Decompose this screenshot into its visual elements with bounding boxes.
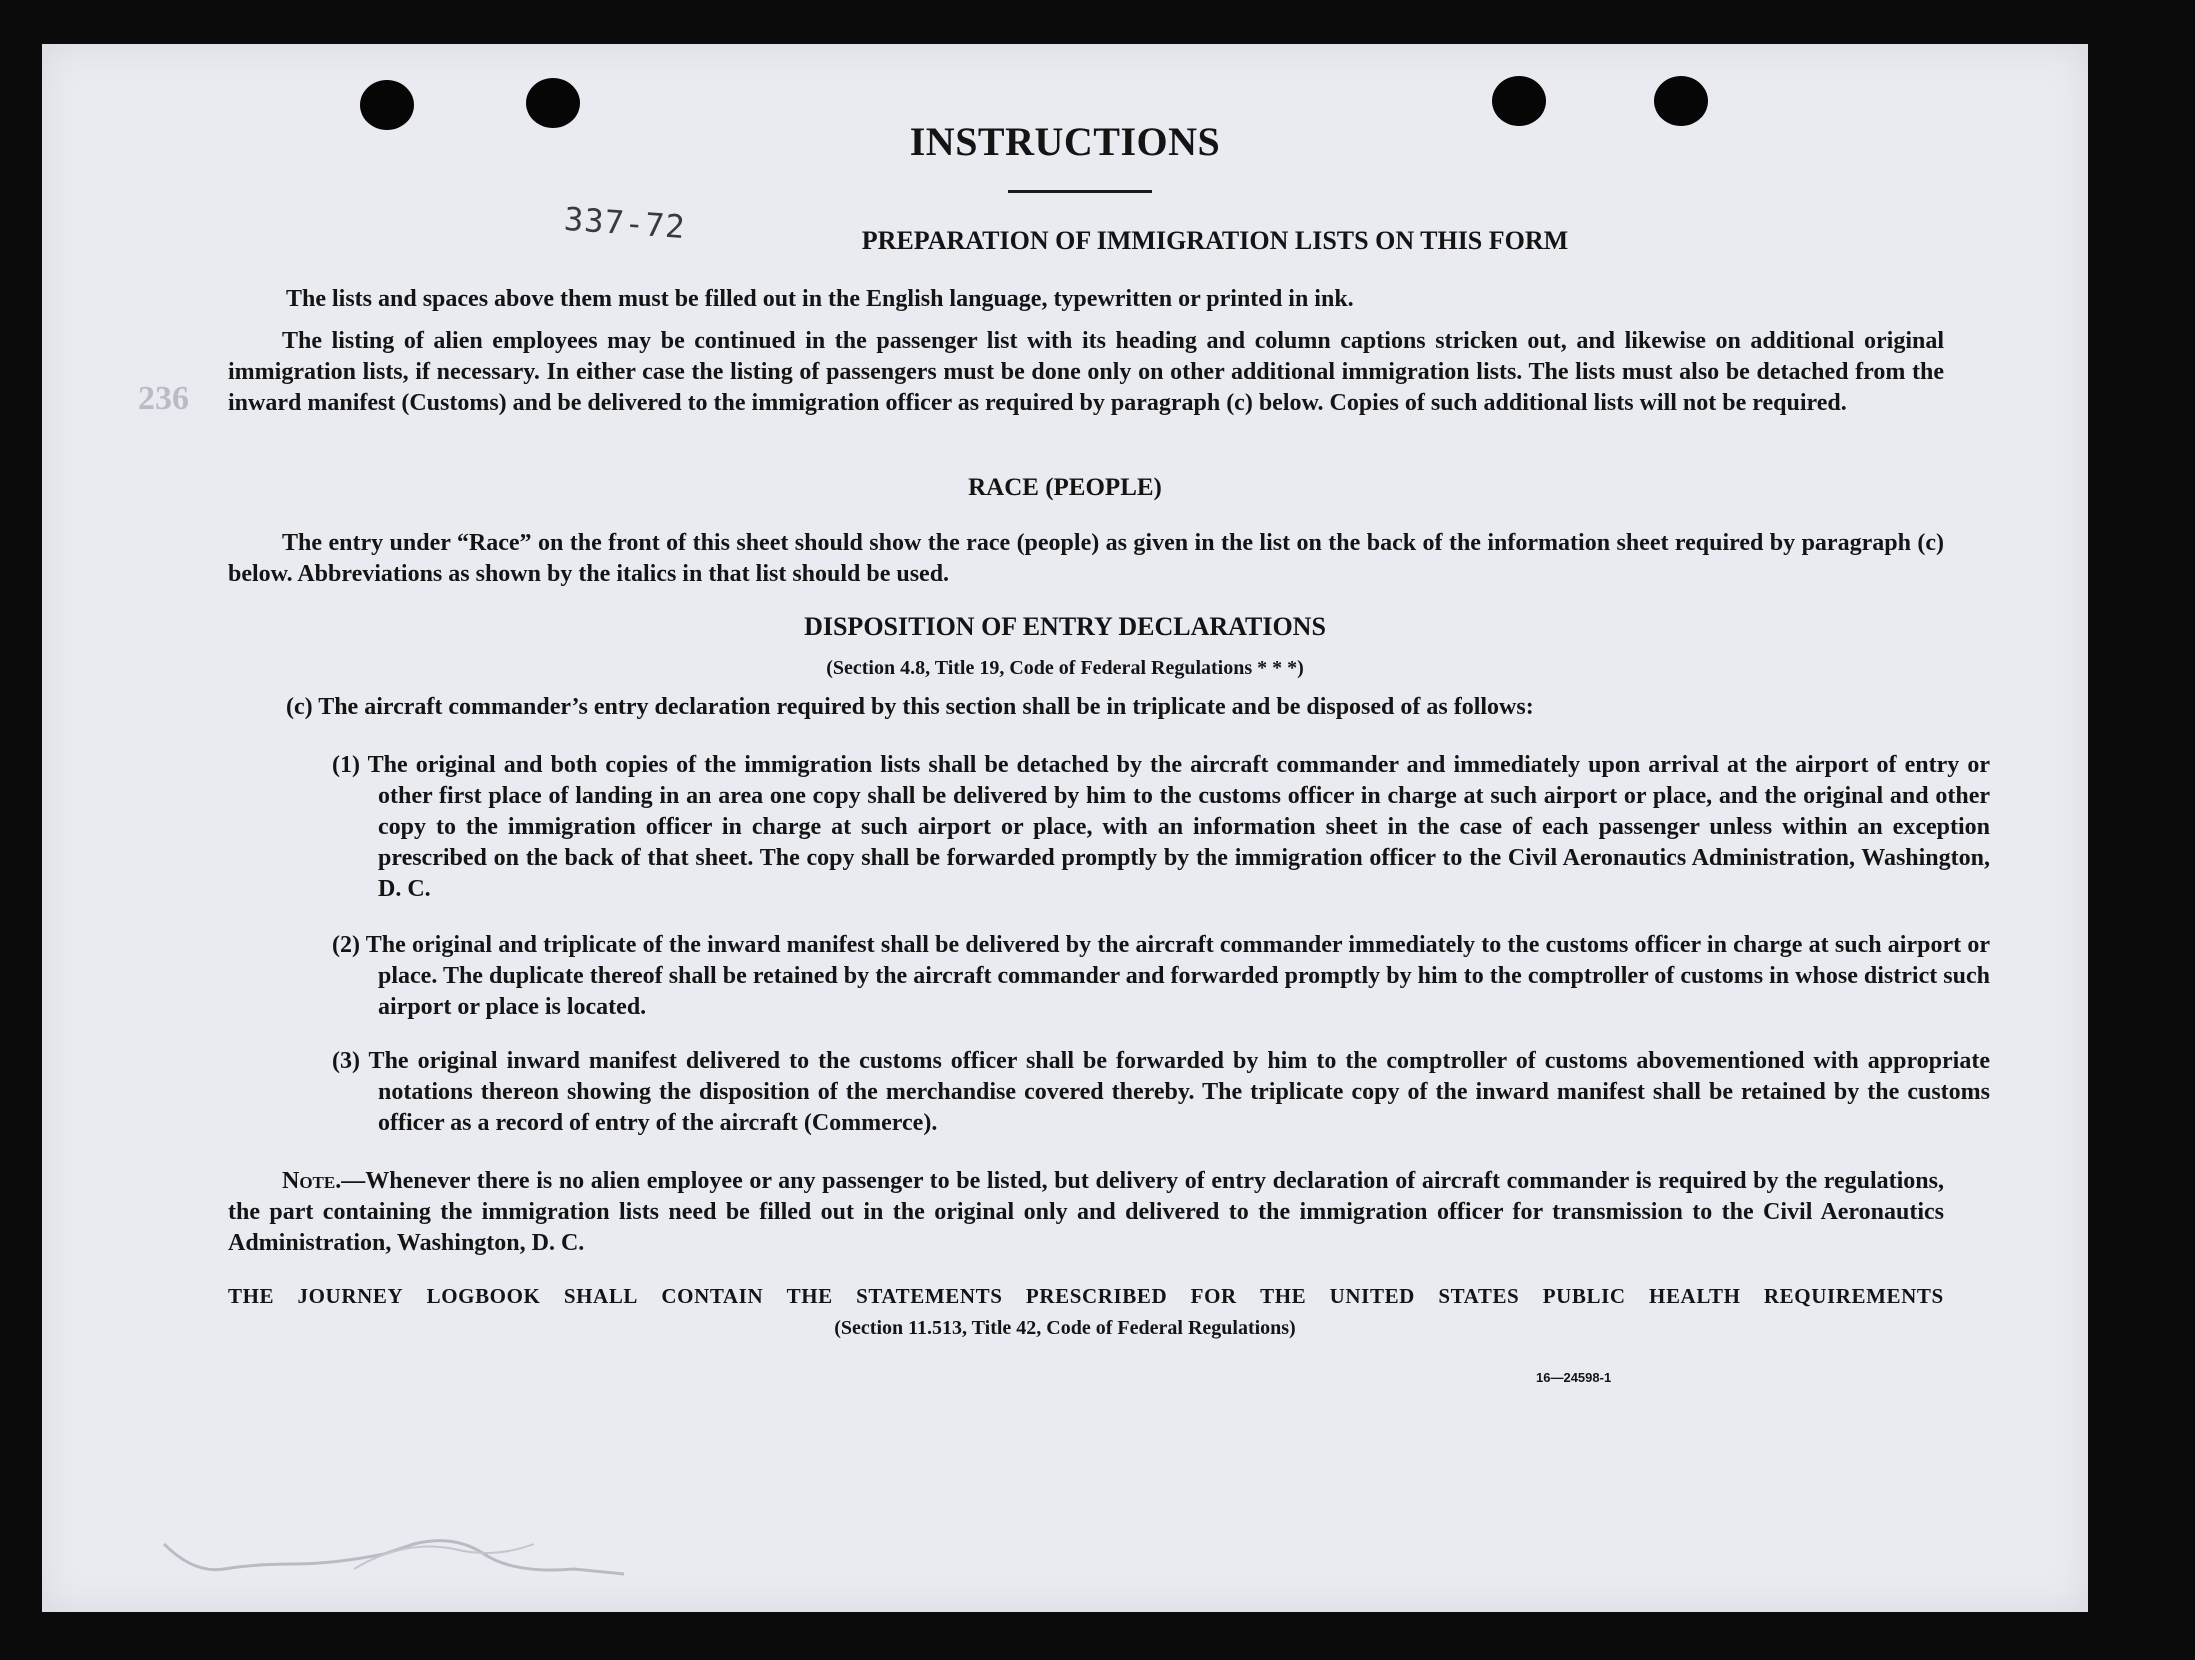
document-sheet xyxy=(42,44,2088,1612)
disposition-item-1: (1) The original and both copies of the immigration lists shall be detached by the aircraft commander and immediately upon arrival at the airport of entry or other first place of landing in an area one copy shall be delivered by him to the customs officer in charge at such airport or place, and the original and other copy to the immigration officer in charge at such airport or place, with an information sheet in the case of each passenger unless within an exception prescribed on the back of that sheet. The copy shall be forwarded promptly by the immigration officer to the Civil Aeronautics Administration, Washington, D. C. xyxy=(332,752,1990,902)
section-title-disposition: DISPOSITION OF ENTRY DECLARATIONS xyxy=(804,612,1326,641)
health-word: REQUIREMENTS xyxy=(1763,1284,1944,1308)
health-word: THE xyxy=(228,1284,275,1308)
disposition-intro: (c) The aircraft commander’s entry declaration required by this section shall be in triplicate and be disposed of as follows: xyxy=(286,694,1534,720)
health-word: SHALL xyxy=(563,1284,639,1308)
health-word: THE xyxy=(786,1284,833,1308)
health-word: CONTAIN xyxy=(661,1284,764,1308)
disposition-item-3: (3) The original inward manifest delivered to the customs officer shall be forwarded by him to the comptroller of customs abovementioned with appropriate notations thereon showing the disposition of the merchandise covered thereby. The triplicate copy of the inward manifest shall be retained by the customs officer as a record of entry of the aircraft (Commerce). xyxy=(332,1048,1990,1136)
health-word: PUBLIC xyxy=(1542,1284,1626,1308)
page-heading: INSTRUCTIONS xyxy=(909,119,1221,164)
note-text: —Whenever there is no alien employee or any passenger to be listed, but delivery of entry declaration of aircraft commander is required by the regulations, the part containing the immigration lists need be filled out in the original only and delivered to the immigration officer for transmission to the Civil Aeronautics Administration, Washington, D. C. xyxy=(228,1168,1944,1256)
section-title-preparation: PREPARATION OF IMMIGRATION LISTS ON THIS FORM xyxy=(861,226,1569,255)
health-word: STATEMENTS xyxy=(856,1284,1003,1308)
faint-signature-scribble xyxy=(154,1524,674,1594)
section-title-race: RACE (PEOPLE) xyxy=(968,474,1162,501)
form-number: 16—24598-1 xyxy=(1536,1370,1612,1385)
disposition-item-2: (2) The original and triplicate of the inward manifest shall be delivered by the aircraft commander immediately to the customs officer in charge at such airport or place. The duplicate thereof shall be retained by the aircraft commander and forwarded promptly by him to the comptroller of customs in whose district such airport or place is located. xyxy=(332,932,1990,1020)
health-word: UNITED xyxy=(1329,1284,1415,1308)
handwritten-mark: 337-72 xyxy=(562,199,687,247)
note-label: Note. xyxy=(282,1168,342,1194)
note-paragraph xyxy=(228,1166,1944,1259)
health-requirements-line xyxy=(228,1284,1944,1309)
health-word: JOURNEY xyxy=(297,1284,404,1308)
preparation-paragraph-2: The listing of alien employees may be continued in the passenger list with its heading and column captions stricken out, and likewise on additional original immigration lists, if necessary. In either case the listing of passengers must be done only on other additional immigration lists. The lists must also be detached from the inward manifest (Customs) and be delivered to the immigration officer as required by paragraph (c) below. Copies of such additional lists will not be required. xyxy=(228,328,1944,416)
health-word: PRESCRIBED xyxy=(1025,1284,1168,1308)
preparation-paragraph-1: The lists and spaces above them must be filled out in the English language, typewritten or printed in ink. xyxy=(286,286,1354,312)
heading-rule xyxy=(1008,190,1152,193)
health-word: THE xyxy=(1260,1284,1307,1308)
health-word: LOGBOOK xyxy=(426,1284,541,1308)
health-citation: (Section 11.513, Title 42, Code of Federal Regulations) xyxy=(834,1317,1296,1339)
health-word: STATES xyxy=(1438,1284,1520,1308)
faint-margin-number: 236 xyxy=(138,380,189,417)
disposition-citation: (Section 4.8, Title 19, Code of Federal Regulations * * *) xyxy=(826,657,1304,679)
race-paragraph: The entry under “Race” on the front of this sheet should show the race (people) as given in the list on the back of the information sheet required by paragraph (c) below. Abbreviations as shown by the italics in that list should be used. xyxy=(228,530,1944,587)
health-word: HEALTH xyxy=(1649,1284,1741,1308)
health-word: FOR xyxy=(1190,1284,1237,1308)
